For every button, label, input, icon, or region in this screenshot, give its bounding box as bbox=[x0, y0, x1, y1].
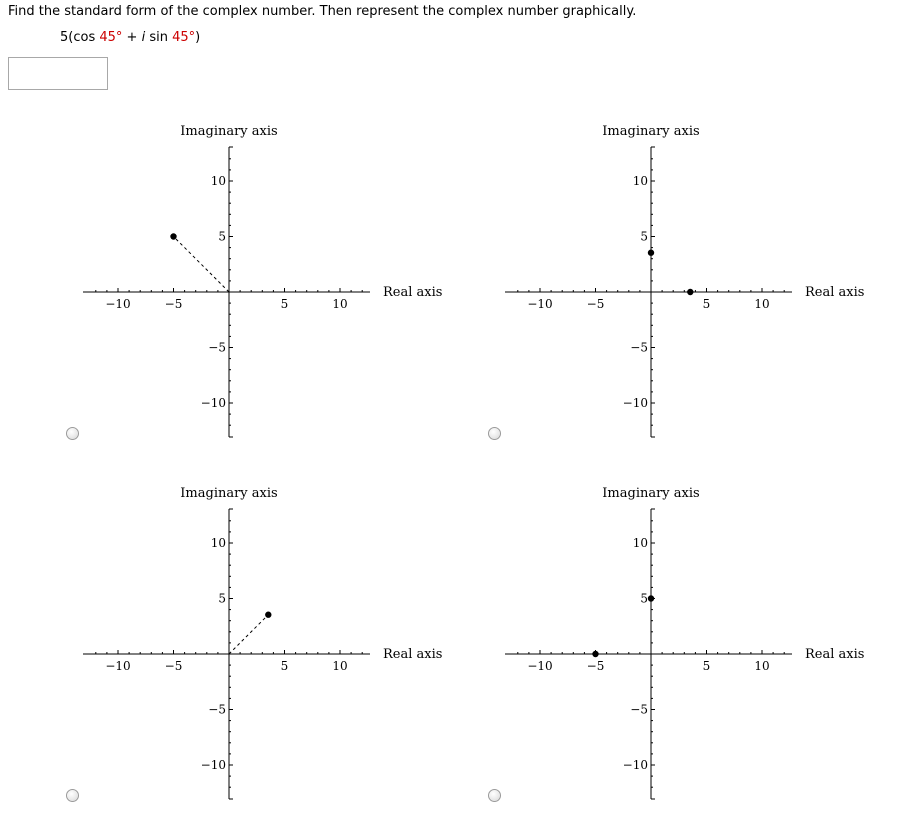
x-tick-label: 10 bbox=[332, 297, 348, 311]
dashed-vector-line bbox=[229, 615, 268, 654]
y-tick-label: 5 bbox=[218, 591, 226, 606]
data-point bbox=[648, 595, 654, 601]
expr-angle-2: 45° bbox=[172, 30, 196, 45]
real-axis-label: Real axis bbox=[805, 647, 865, 662]
x-tick-label: −5 bbox=[164, 659, 183, 673]
chart-svg bbox=[70, 477, 450, 817]
option-a-radio[interactable] bbox=[66, 427, 79, 440]
y-tick-label: −5 bbox=[208, 340, 226, 355]
x-tick-label: 10 bbox=[754, 297, 770, 311]
option-b-radio[interactable] bbox=[488, 427, 501, 440]
expr-plus: + bbox=[122, 30, 142, 45]
option-a-graph bbox=[70, 115, 450, 455]
chart-svg bbox=[492, 115, 872, 455]
y-tick-label: −10 bbox=[200, 396, 226, 410]
real-axis-label: Real axis bbox=[383, 647, 443, 662]
complex-expression bbox=[60, 30, 200, 46]
imaginary-axis-label: Imaginary axis bbox=[602, 124, 700, 139]
x-tick-label: 10 bbox=[332, 659, 348, 673]
y-tick-label: −5 bbox=[208, 702, 226, 717]
x-tick-label: 5 bbox=[702, 297, 711, 311]
x-tick-label: 5 bbox=[702, 659, 711, 673]
y-tick-label: −10 bbox=[622, 396, 648, 410]
expr-sin: sin bbox=[145, 30, 173, 45]
x-tick-label: −10 bbox=[527, 659, 553, 673]
option-b-graph bbox=[492, 115, 872, 455]
y-tick-label: 5 bbox=[218, 229, 226, 244]
imaginary-axis-label: Imaginary axis bbox=[180, 124, 278, 139]
question-prompt: Find the standard form of the complex number. Then represent the complex number graphically. bbox=[8, 4, 637, 19]
data-point bbox=[592, 651, 598, 657]
y-tick-label: −10 bbox=[200, 758, 226, 772]
y-tick-label: 5 bbox=[640, 591, 648, 606]
x-tick-label: −5 bbox=[586, 659, 605, 673]
dashed-vector-line bbox=[174, 237, 230, 293]
x-tick-label: −5 bbox=[164, 297, 183, 311]
option-c-radio[interactable] bbox=[66, 789, 79, 802]
x-tick-label: −5 bbox=[586, 297, 605, 311]
x-tick-label: 5 bbox=[280, 297, 289, 311]
expr-coef: 5(cos bbox=[60, 30, 100, 45]
imaginary-axis-label: Imaginary axis bbox=[180, 486, 278, 501]
y-tick-label: −5 bbox=[630, 702, 648, 717]
x-tick-label: 10 bbox=[754, 659, 770, 673]
option-d-radio[interactable] bbox=[488, 789, 501, 802]
data-point bbox=[170, 233, 176, 239]
y-tick-label: 5 bbox=[640, 229, 648, 244]
x-tick-label: −10 bbox=[105, 297, 131, 311]
x-tick-label: −10 bbox=[105, 659, 131, 673]
expr-imaginary-unit: i bbox=[141, 30, 146, 45]
data-point bbox=[687, 289, 693, 295]
answer-input[interactable] bbox=[8, 57, 108, 90]
option-c-graph bbox=[70, 477, 450, 817]
y-tick-label: 10 bbox=[632, 174, 648, 188]
y-tick-label: −10 bbox=[622, 758, 648, 772]
data-point bbox=[265, 612, 271, 618]
expr-angle-1: 45° bbox=[99, 30, 123, 45]
y-tick-label: 10 bbox=[210, 174, 226, 188]
y-tick-label: −5 bbox=[630, 340, 648, 355]
real-axis-label: Real axis bbox=[383, 285, 443, 300]
x-tick-label: −10 bbox=[527, 297, 553, 311]
imaginary-axis-label: Imaginary axis bbox=[602, 486, 700, 501]
x-tick-label: 5 bbox=[280, 659, 289, 673]
y-tick-label: 10 bbox=[210, 536, 226, 550]
y-tick-label: 10 bbox=[632, 536, 648, 550]
chart-svg bbox=[492, 477, 872, 817]
data-point bbox=[648, 250, 654, 256]
option-d-graph bbox=[492, 477, 872, 817]
real-axis-label: Real axis bbox=[805, 285, 865, 300]
expr-close: ) bbox=[195, 30, 201, 45]
chart-svg bbox=[70, 115, 450, 455]
